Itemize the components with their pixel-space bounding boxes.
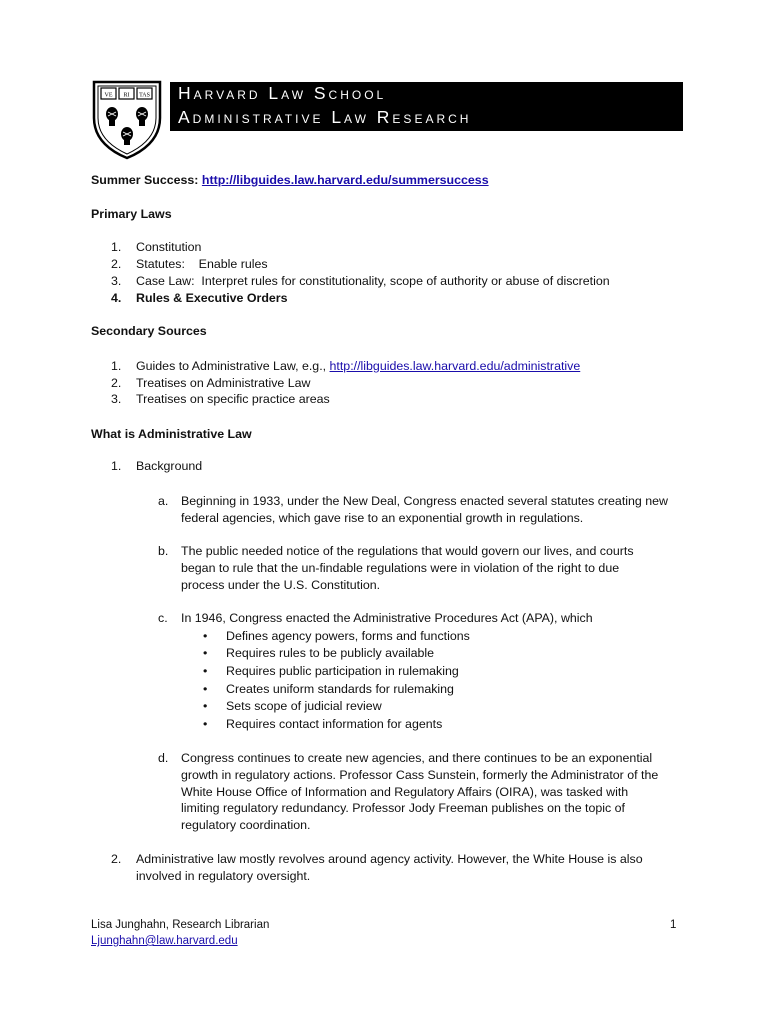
summer-success-link[interactable]: http://libguides.law.harvard.edu/summersuccess bbox=[201, 173, 489, 187]
apa-bullet-1: Defines agency powers, forms and functions bbox=[226, 629, 470, 643]
secondary-item-1-text: Guides to Administrative Law, e.g., bbox=[136, 359, 330, 373]
administrative-guide-link[interactable]: http://libguides.law.harvard.edu/administrative bbox=[329, 359, 581, 373]
primary-item-1-number: 1. bbox=[111, 240, 122, 254]
item-2-line-2: involved in regulatory oversight. bbox=[136, 869, 311, 883]
primary-item-2: Statutes: Enable rules bbox=[136, 257, 268, 271]
apa-bullet-5: Sets scope of judicial review bbox=[226, 699, 382, 713]
secondary-item-1 bbox=[136, 358, 580, 376]
primary-laws-heading: Primary Laws bbox=[91, 207, 172, 221]
page-number: 1 bbox=[670, 919, 677, 931]
apa-bullet-6: Requires contact information for agents bbox=[226, 717, 443, 731]
secondary-item-3: Treatises on specific practice areas bbox=[136, 392, 330, 406]
item-d-line-1: Congress continues to create new agencies, and there continues to be an exponential bbox=[181, 751, 653, 765]
bullet-icon: • bbox=[203, 629, 208, 643]
school-title: Harvard Law School bbox=[178, 83, 387, 103]
secondary-item-3-number: 3. bbox=[111, 392, 122, 406]
what-is-admin-law-heading: What is Administrative Law bbox=[91, 427, 252, 441]
harvard-shield-logo bbox=[90, 78, 164, 160]
item-d-line-5: regulatory coordination. bbox=[181, 818, 311, 832]
bullet-icon: • bbox=[203, 699, 208, 713]
shield-motto-tas: TAS bbox=[139, 92, 150, 99]
item-b-line-2: began to rule that the un-findable regulations were in violation of the right to due bbox=[181, 561, 620, 575]
item-d-letter: d. bbox=[158, 751, 169, 765]
secondary-item-2-number: 2. bbox=[111, 376, 122, 390]
secondary-item-2: Treatises on Administrative Law bbox=[136, 376, 311, 390]
item-d-line-4: limiting regulatory redundancy. Professor Jody Freeman publishes on the topic of bbox=[181, 801, 625, 815]
summer-success-line bbox=[91, 172, 489, 190]
apa-bullet-3: Requires public participation in rulemaking bbox=[226, 664, 459, 678]
item-d-line-2: growth in regulatory actions. Professor Cass Sunstein, formerly the Administrator of the bbox=[181, 768, 659, 782]
footer-author: Lisa Junghahn, Research Librarian bbox=[91, 919, 270, 931]
item-2-number: 2. bbox=[111, 852, 122, 866]
item-a-letter: a. bbox=[158, 494, 169, 508]
bullet-icon: • bbox=[203, 646, 208, 660]
item-b-line-1: The public needed notice of the regulations that would govern our lives, and courts bbox=[181, 544, 634, 558]
primary-item-3: Case Law: Interpret rules for constitutionality, scope of authority or abuse of discretion bbox=[136, 274, 610, 288]
secondary-item-1-number: 1. bbox=[111, 359, 122, 373]
item-b-line-3: process under the U.S. Constitution. bbox=[181, 578, 381, 592]
bullet-icon: • bbox=[203, 664, 208, 678]
background-number: 1. bbox=[111, 459, 122, 473]
bullet-icon: • bbox=[203, 717, 208, 731]
item-c-letter: c. bbox=[158, 611, 168, 625]
item-2-line-1: Administrative law mostly revolves around agency activity. However, the White House is also bbox=[136, 852, 643, 866]
primary-item-4-number: 4. bbox=[111, 291, 122, 305]
bullet-icon: • bbox=[203, 682, 208, 696]
summer-success-label: Summer Success: bbox=[91, 173, 199, 187]
footer-email-link[interactable]: Ljunghahn@law.harvard.edu bbox=[91, 935, 238, 947]
item-b-letter: b. bbox=[158, 544, 169, 558]
primary-item-2-number: 2. bbox=[111, 257, 122, 271]
background-label: Background bbox=[136, 459, 203, 473]
item-d-line-3: White House Office of Information and Regulatory Affairs (OIRA), was tasked with bbox=[181, 785, 629, 799]
primary-item-4: Rules & Executive Orders bbox=[136, 291, 288, 305]
primary-item-3-number: 3. bbox=[111, 274, 122, 288]
secondary-sources-heading: Secondary Sources bbox=[91, 324, 207, 338]
primary-item-1: Constitution bbox=[136, 240, 202, 254]
item-c-line: In 1946, Congress enacted the Administrative Procedures Act (APA), which bbox=[181, 611, 593, 625]
title-banner bbox=[170, 82, 683, 131]
shield-motto-ve: VE bbox=[104, 92, 113, 99]
item-a-line-2: federal agencies, which gave rise to an exponential growth in regulations. bbox=[181, 511, 584, 525]
item-a-line-1: Beginning in 1933, under the New Deal, Congress enacted several statutes creating new bbox=[181, 494, 668, 508]
apa-bullet-2: Requires rules to be publicly available bbox=[226, 646, 435, 660]
apa-bullet-4: Creates uniform standards for rulemaking bbox=[226, 682, 454, 696]
shield-motto-ri: RI bbox=[123, 92, 130, 99]
document-title: Administrative Law Research bbox=[178, 107, 472, 127]
